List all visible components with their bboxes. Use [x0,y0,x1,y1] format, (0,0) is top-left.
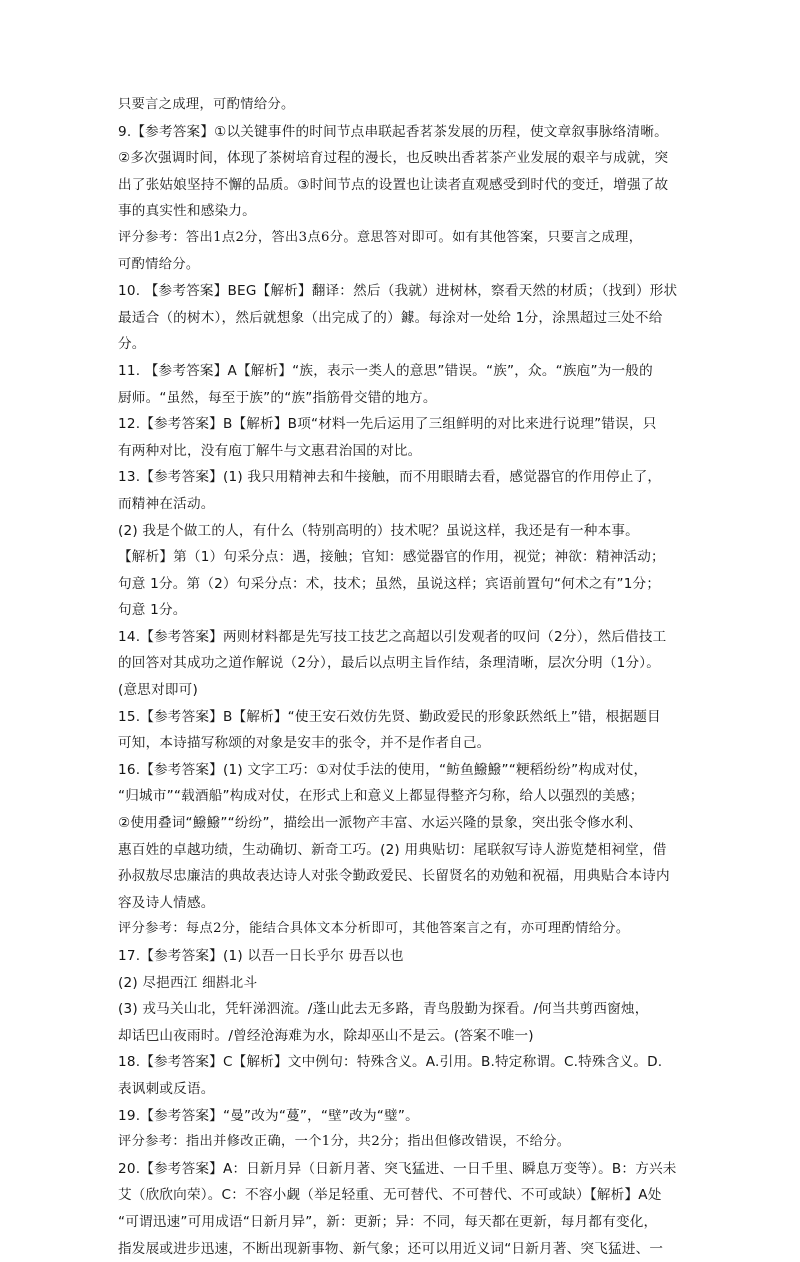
text-line-13: 12.【参考答案】B【解析】B项“材料一先后运用了三组鲜明的对比来进行说理”错误，只 [118,416,657,433]
text-line-10: 分。 [118,336,146,353]
text-line-28: ②使用叠词“鱍鱍”“纷纷”，描绘出一派物产丰富、水运兴隆的景象，突出张令修水利、 [118,815,643,832]
text-line-16: 而精神在活动。 [118,495,215,512]
text-line-18: 【解析】第（1）句采分点：遇，接触；官知：感觉器官的作用，视觉；神欲：精神活动； [118,549,665,566]
text-line-38: 表讽刺或反语。 [118,1080,215,1097]
text-line-31: 容及诗人情感。 [118,894,215,911]
text-line-22: 的回答对其成功之道作解说（2分），最后以点明主旨作结，条理清晰，层次分明（1分）。 [118,655,661,672]
text-line-14: 有两种对比，没有庖丁解牛与文惠君治国的对比。 [118,442,422,459]
text-line-24: 15.【参考答案】B【解析】“使王安石效仿先贤、勤政爱民的形象跃然纸上”错，根据题目 [118,708,661,725]
text-line-21: 14.【参考答案】两则材料都是先写技工技艺之高超以引发观者的叹问（2分），然后借技工 [118,628,667,645]
text-line-11: 11. 【参考答案】A【解析】“族，表示一类人的意思”错误。“族”，众。“族庖”为一般的 [118,362,653,379]
text-line-15: 13.【参考答案】(1) 我只用精神去和牛接触，而不用眼睛去看，感觉器官的作用停止了， [118,469,662,486]
text-line-23: (意思对即可) [118,682,198,699]
text-line-40: 评分参考：指出并修改正确，一个1分，共2分；指出但修改错误，不给分。 [118,1134,571,1150]
text-line-42: 艾（欣欣向荣）。C：不容小觑（举足轻重、无可替代、不可替代、不可或缺）【解析】A处 [118,1187,662,1204]
text-line-26: 16.【参考答案】(1) 文字工巧：①对仗手法的使用，“鲂鱼鱍鱍”“粳稻纷纷”构成对仗， [118,761,648,778]
text-line-2: 9.【参考答案】①以关键事件的时间节点串联起香茗茶发展的历程，使文章叙事脉络清晰。 [118,123,668,140]
text-line-27: “归城市”“载酒船”构成对仗，在形式上和意义上都显得整齐匀称，给人以强烈的美感； [118,788,644,805]
text-line-5: 事的真实性和感染力。 [118,203,256,220]
text-line-39: 19.【参考答案】“曼”改为“蔓”，“壁”改为“璧”。 [118,1107,419,1124]
text-line-7: 可酌情给分。 [118,256,200,272]
text-line-30: 孙叔敖尽忠廉洁的典故表达诗人对张令勤政爱民、长留贤名的劝勉和祝福，用典贴合本诗内 [118,868,670,885]
text-line-3: ②多次强调时间，体现了茶树培育过程的漫长，也反映出香茗茶产业发展的艰辛与成就，突 [118,150,669,167]
text-line-41: 20.【参考答案】A：日新月异（日新月著、突飞猛进、一日千里、瞬息万变等）。B：方兴未 [118,1160,677,1177]
text-line-12: 厨师。“虽然，每至于族”的“族”指筋骨交错的地方。 [118,389,437,406]
text-line-1: 只要言之成理，可酌情给分。 [118,97,295,112]
text-line-17: (2) 我是个做工的人，有什么（特别高明的）技术呢？虽说这样，我还是有一种本事。 [118,522,639,539]
text-line-37: 18.【参考答案】C【解析】文中例句：特殊含义。A.引用。B.特定称谓。C.特殊含义。D. [118,1054,663,1071]
text-line-29: 惠百姓的卓越功绩，生动确切、新奇工巧。(2) 用典贴切：尾联叙写诗人游览楚相祠堂，借 [118,841,667,858]
text-line-20: 句意 1分。 [118,602,187,619]
text-line-19: 句意 1分。第（2）句采分点：术，技术；虽然，虽说这样；宾语前置句“何术之有”1分； [118,575,661,592]
text-line-8: 10. 【参考答案】BEG【解析】翻译：然后（我就）进树林，察看天然的材质；（找到）形状 [118,283,678,300]
text-line-36: 却话巴山夜雨时。/曾经沧海难为水，除却巫山不是云。(答案不唯一) [118,1027,534,1044]
text-line-35: (3) 戎马关山北，凭轩涕泗流。/蓬山此去无多路，青鸟殷勤为探看。/何当共剪西窗烛， [118,1001,649,1018]
text-line-32: 评分参考：每点2分，能结合具体文本分析即可，其他答案言之有，亦可理酌情给分。 [118,921,630,937]
text-line-33: 17.【参考答案】(1) 以吾一日长乎尔 毋吾以也 [118,948,404,964]
text-line-4: 出了张姑娘坚持不懈的品质。③时间节点的设置也让读者直观感受到时代的变迁，增强了故 [118,176,669,193]
text-line-34: (2) 尽挹西江 细斟北斗 [118,974,258,991]
answer-key-page [118,92,684,1262]
text-line-9: 最适合（的树木），然后就想象（出完成了的）鐻。每涂对一处给 1分，涂黑超过三处不给 [118,309,663,326]
text-line-6: 评分参考：答出1点2分，答出3点6分。意思答对即可。如有其他答案，只要言之成理， [118,229,643,245]
text-line-44: 指发展或进步迅速，不断出现新事物、新气象；还可以用近义词“日新月著、突飞猛进、一 [118,1240,664,1257]
text-line-43: “可谓迅速”可用成语“日新月异”，新：更新；异：不同，每天都在更新，每月都有变化， [118,1213,658,1230]
text-line-25: 可知，本诗描写称颂的对象是安丰的张令，并不是作者自己。 [118,735,491,752]
